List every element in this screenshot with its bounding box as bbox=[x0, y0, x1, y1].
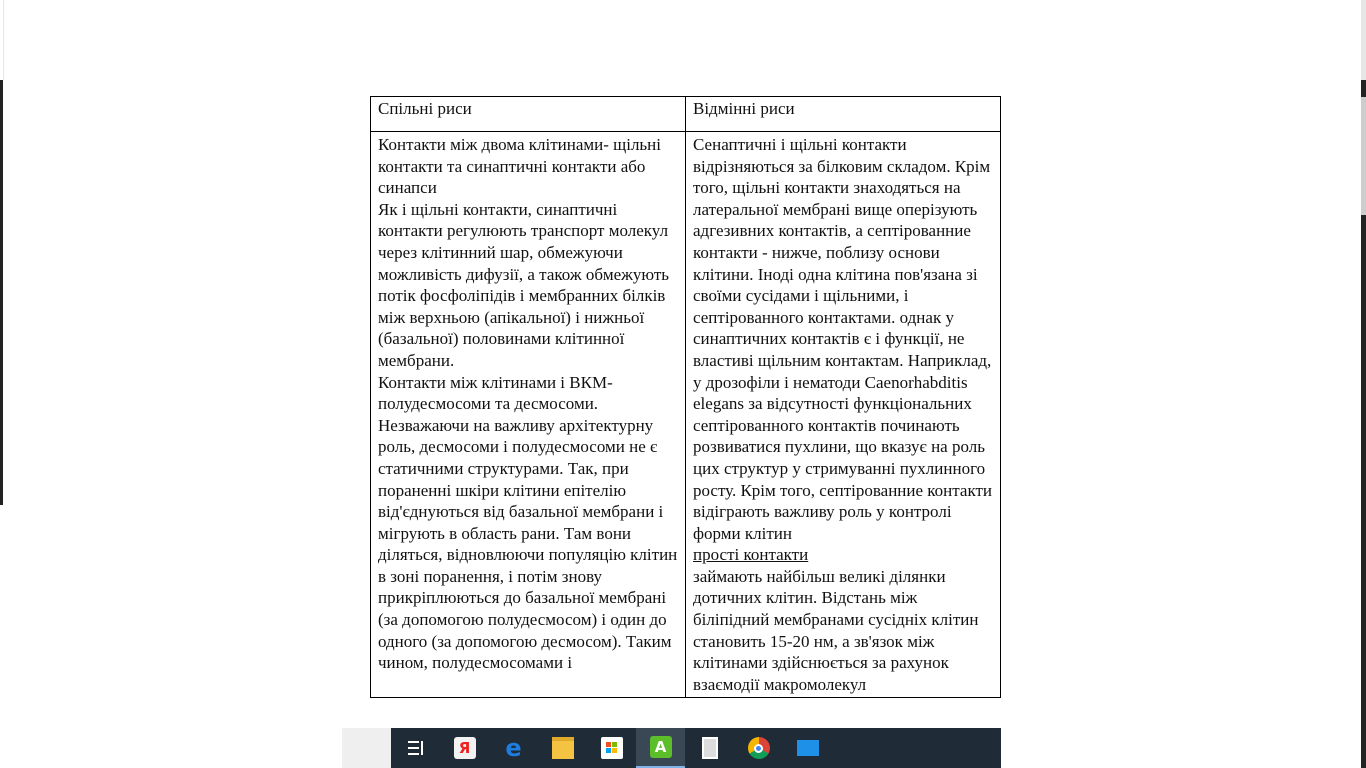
edge-icon: e bbox=[505, 734, 522, 762]
task-view-icon bbox=[405, 737, 427, 759]
taskbar bbox=[342, 728, 1001, 768]
chrome-icon bbox=[748, 737, 770, 759]
active-app-button[interactable] bbox=[636, 728, 685, 768]
yandex-browser-button[interactable] bbox=[440, 728, 489, 768]
top-blank-area bbox=[3, 0, 1361, 80]
calculator-icon bbox=[702, 737, 718, 759]
yandex-icon: Я bbox=[454, 737, 476, 759]
header-common: Спільні риси bbox=[371, 97, 686, 132]
header-different: Відмінні риси bbox=[686, 97, 1001, 132]
vertical-scrollbar[interactable] bbox=[1361, 0, 1366, 768]
task-view-button[interactable] bbox=[391, 728, 440, 768]
paragraph: Контакти між клітинами і ВКМ- полудесмосоми та десмосоми. bbox=[378, 372, 613, 414]
store-icon bbox=[601, 737, 623, 759]
paragraph: Як і щільні контакти, синаптичні контакти регулюють транспорт молекул через клітинний шар, обмежуючи можливість дифузії, а також обмежують потік фосфоліпідів і мембранних білків між верхньою (апікальної) і нижньої (базальної) половинами клітинної мембрани. bbox=[378, 199, 670, 370]
different-cell bbox=[686, 132, 1001, 698]
table-header-row bbox=[371, 97, 1001, 132]
calculator-button[interactable] bbox=[685, 728, 734, 768]
taskbar-search-area[interactable] bbox=[342, 728, 391, 768]
paragraph: Контакти між двома клітинами- щільні контакти та синаптичні контакти або синапси bbox=[378, 135, 662, 198]
table-row bbox=[371, 132, 1001, 698]
edge-button[interactable] bbox=[489, 728, 538, 768]
left-edge bbox=[0, 80, 3, 505]
mail-button[interactable] bbox=[783, 728, 832, 768]
scrollbar-thumb[interactable] bbox=[1361, 97, 1366, 215]
comparison-table bbox=[370, 96, 1001, 698]
subheading-simple-contacts: прості контакти bbox=[693, 545, 809, 565]
mail-icon bbox=[797, 740, 819, 756]
common-cell bbox=[371, 132, 686, 698]
folder-icon bbox=[552, 737, 574, 759]
app-a-icon: A bbox=[650, 736, 672, 758]
store-button[interactable] bbox=[587, 728, 636, 768]
paragraph: Незважаючи на важливу архітектурну роль, десмосоми і полудесмосоми не є статичними структурами. Так, при пораненні шкіри клітини епітелію від'єднуються від базальної мембрани і мігрують в область рани. Там вони діляться, відновлюючи популяцію клітин в зоні поранення, і потім знову прикріплюються до базальної мембрані (за допомогою полудесмосом) і один до одного (за допомогою десмосом). Таким чином, полудесмосомами і bbox=[378, 415, 678, 673]
chrome-button[interactable] bbox=[734, 728, 783, 768]
paragraph: Сенаптичні і щільні контакти відрізняються за білковим складом. Крім того, щільні контакти знаходяться на латеральної мембрані вище оперізують адгезивних контактів, а септірованние контакти - нижче, поблизу основи клітини. Іноді одна клітина пов'язана зі своїми сусідами і щільними, і септірованного контактами. однак у синаптичних контактів є і функції, не властиві щільним контактам. Наприклад, у дрозофіли і нематоди Caenorhabditis elegans за відсутності функціональних септірованного контактів починають розвиватися пухлини, що вказує на роль цих структур у стримуванні пухлинного росту. Крім того, септірованние контакти відіграють важливу роль у контролі форми клітин bbox=[693, 135, 993, 543]
file-explorer-button[interactable] bbox=[538, 728, 587, 768]
paragraph: займають найбільш великі ділянки дотичних клітин. Відстань між біліпідний мембранами сусідніх клітин становить 15-20 нм, а зв'язок між клітинами здійснюється за рахунок взаємодії макромолекул bbox=[693, 566, 979, 694]
